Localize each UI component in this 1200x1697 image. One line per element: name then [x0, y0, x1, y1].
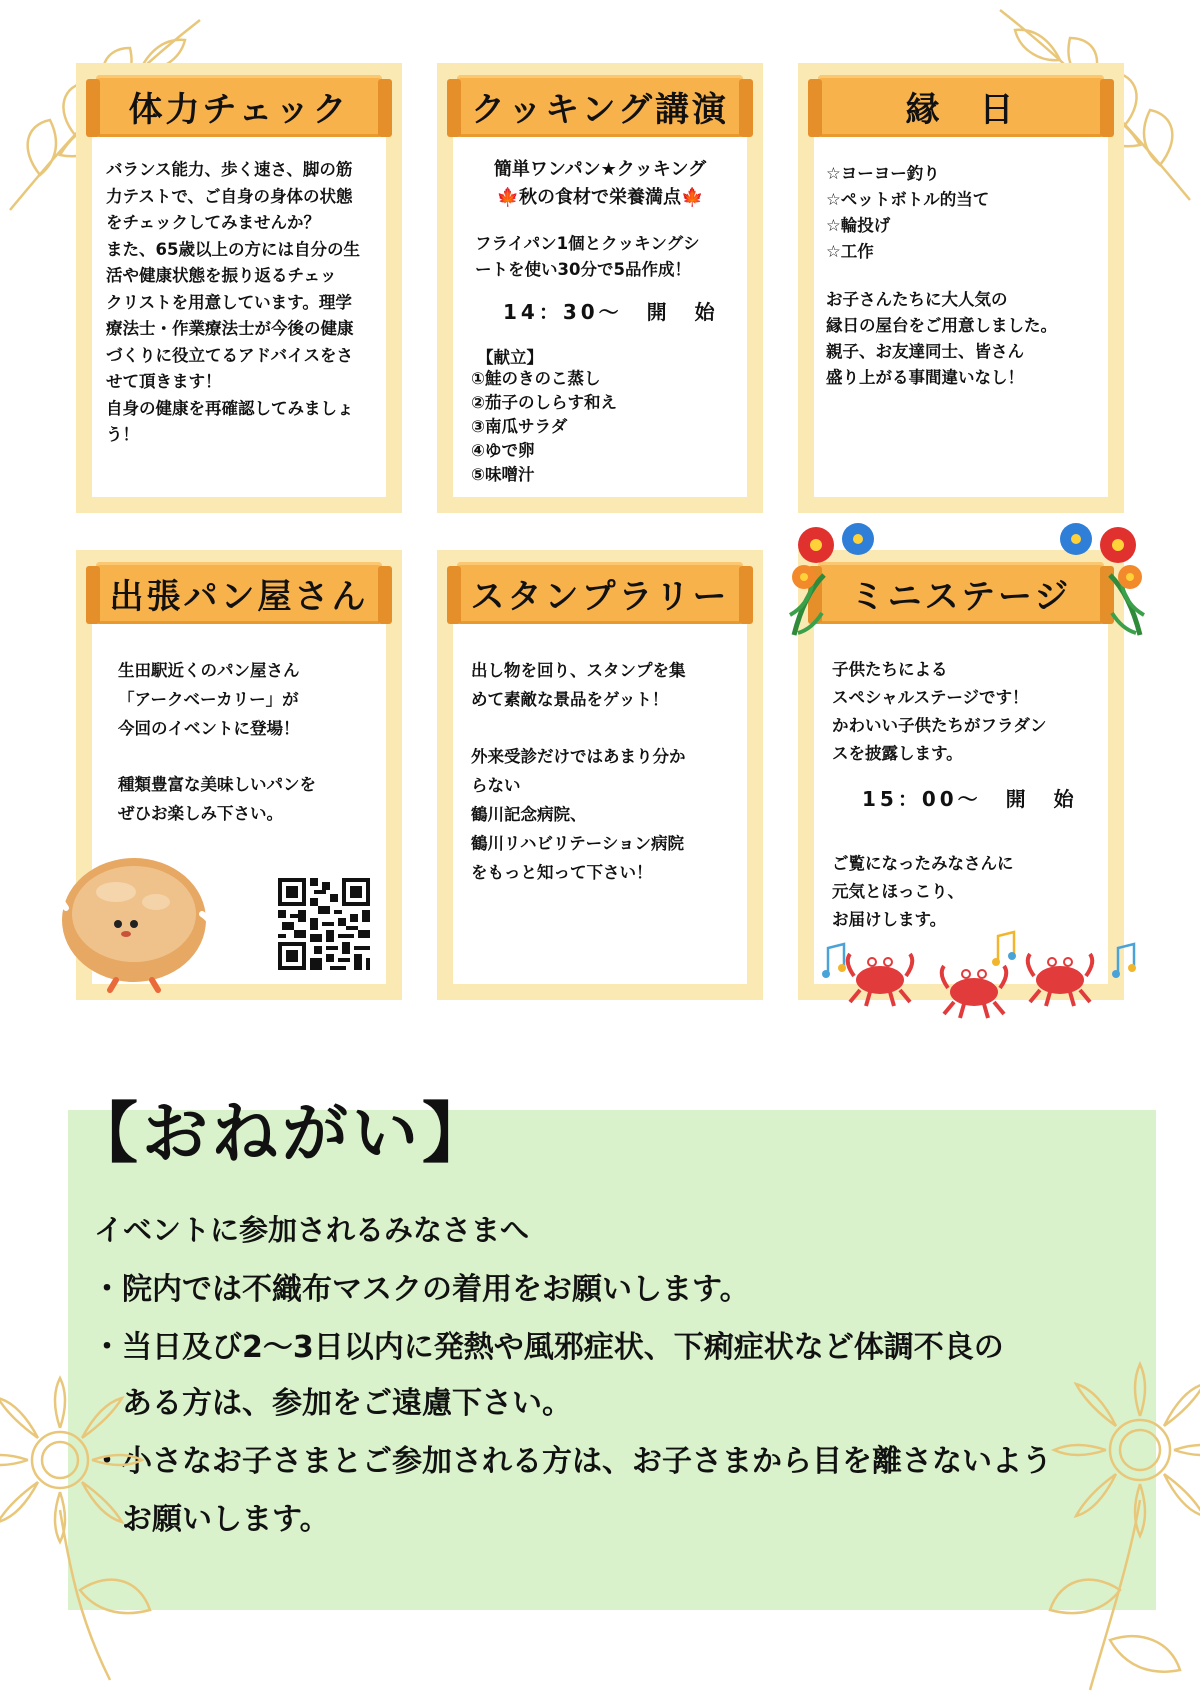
notice-title: 【おねがい】 [72, 1095, 492, 1172]
card-title: スタンプラリー [470, 576, 730, 617]
menu-item: ②茄子のしらす和え [471, 393, 617, 412]
stamp-rally-description: 外来受診だけではあまり分か らない 鶴川記念病院、 鶴川リハビリテーション病院 をもっと知って下さい！ [471, 747, 686, 882]
festival-item: ☆工作 [826, 242, 874, 261]
card-title: 体力チェック [128, 89, 350, 130]
card-banner [818, 562, 1104, 624]
stage-start-time: 15：00～ 開 始 [862, 787, 1078, 811]
menu-item: ④ゆで卵 [471, 441, 535, 460]
card-banner [96, 75, 382, 137]
bakery-description: 種類豊富な美味しいパンを ぜひお楽しみ下さい。 [118, 775, 316, 823]
notice-item: ある方は、参加をご遠慮下さい。 [92, 1386, 572, 1421]
card-banner [96, 562, 382, 624]
card-bakery [76, 550, 402, 1000]
card-text: バランス能力、歩く速さ、脚の筋 力テストで、ご自身の身体の状態 をチェックしてみませんか？ また、65歳以上の方には自分の生 活や健康状態を振り返るチェッ クリストを用意しています。理学 療法士・作業療法士が今後の健康 づくりに役立てるアドバイスをさ せて頂きます！ 自身の健康を再確認してみましょ う！ [106, 160, 360, 444]
notice-item: ・院内では不織布マスクの着用をお願いします。 [92, 1272, 750, 1307]
card-cooking-lecture [437, 63, 763, 513]
menu-item: ③南瓜サラダ [471, 417, 568, 436]
cooking-season: 🍁秋の食材で栄養満点🍁 [496, 187, 704, 208]
card-title: 縁 日 [905, 89, 1017, 130]
card-banner [818, 75, 1104, 137]
menu-list [471, 367, 617, 487]
card-mini-stage [798, 550, 1124, 1000]
card-banner [457, 562, 743, 624]
stage-closing: ご覧になったみなさんに 元気とほっこり、 お届けします。 [832, 854, 1014, 929]
festival-item: ☆ヨーヨー釣り [826, 164, 940, 183]
notice-intro: イベントに参加されるみなさまへ [94, 1213, 530, 1247]
notice-item: ・当日及び2～3日以内に発熱や風邪症状、下痢症状など体調不良の [92, 1330, 1004, 1365]
menu-item: ①鮭のきのこ蒸し [471, 369, 601, 388]
card-stamp-rally [437, 550, 763, 1000]
menu-header: 【献立】 [477, 348, 543, 367]
card-banner [457, 75, 743, 137]
notice-item: ・小さなお子さまとご参加される方は、お子さまから目を離さないよう [92, 1444, 1052, 1479]
cooking-start-time: 14：30～ 開 始 [503, 300, 719, 324]
card-title: 出張パン屋さん [109, 576, 369, 617]
bakery-intro: 生田駅近くのパン屋さん 「アークベーカリー」が 今回のイベントに登場！ [118, 661, 300, 738]
card-title: クッキング講演 [471, 89, 729, 130]
stamp-rally-intro: 出し物を回り、スタンプを集 めて素敵な景品をゲット！ [471, 661, 686, 709]
festival-item: ☆輪投げ [826, 216, 891, 235]
card-festival [798, 63, 1124, 513]
cooking-subtitle: 簡単ワンパン★クッキング [493, 159, 707, 180]
stage-intro: 子供たちによる スペシャルステージです！ かわいい子供たちがフラダン スを披露します。 [832, 660, 1047, 763]
festival-items [826, 161, 989, 265]
menu-item: ⑤味噌汁 [471, 465, 535, 484]
qr-code-icon[interactable] [278, 878, 370, 970]
festival-description: お子さんたちに大人気の 縁日の屋台をご用意しました。 親子、お友達同士、皆さん 盛り上がる事間違いなし！ [826, 290, 1057, 387]
cooking-description: フライパン1個とクッキングシ ートを使い30分で5品作成！ [475, 234, 700, 279]
card-title: ミニステージ [850, 576, 1072, 617]
festival-item: ☆ペットボトル的当て [826, 190, 990, 209]
notice-item: お願いします。 [92, 1502, 330, 1537]
card-physical-check [76, 63, 402, 513]
